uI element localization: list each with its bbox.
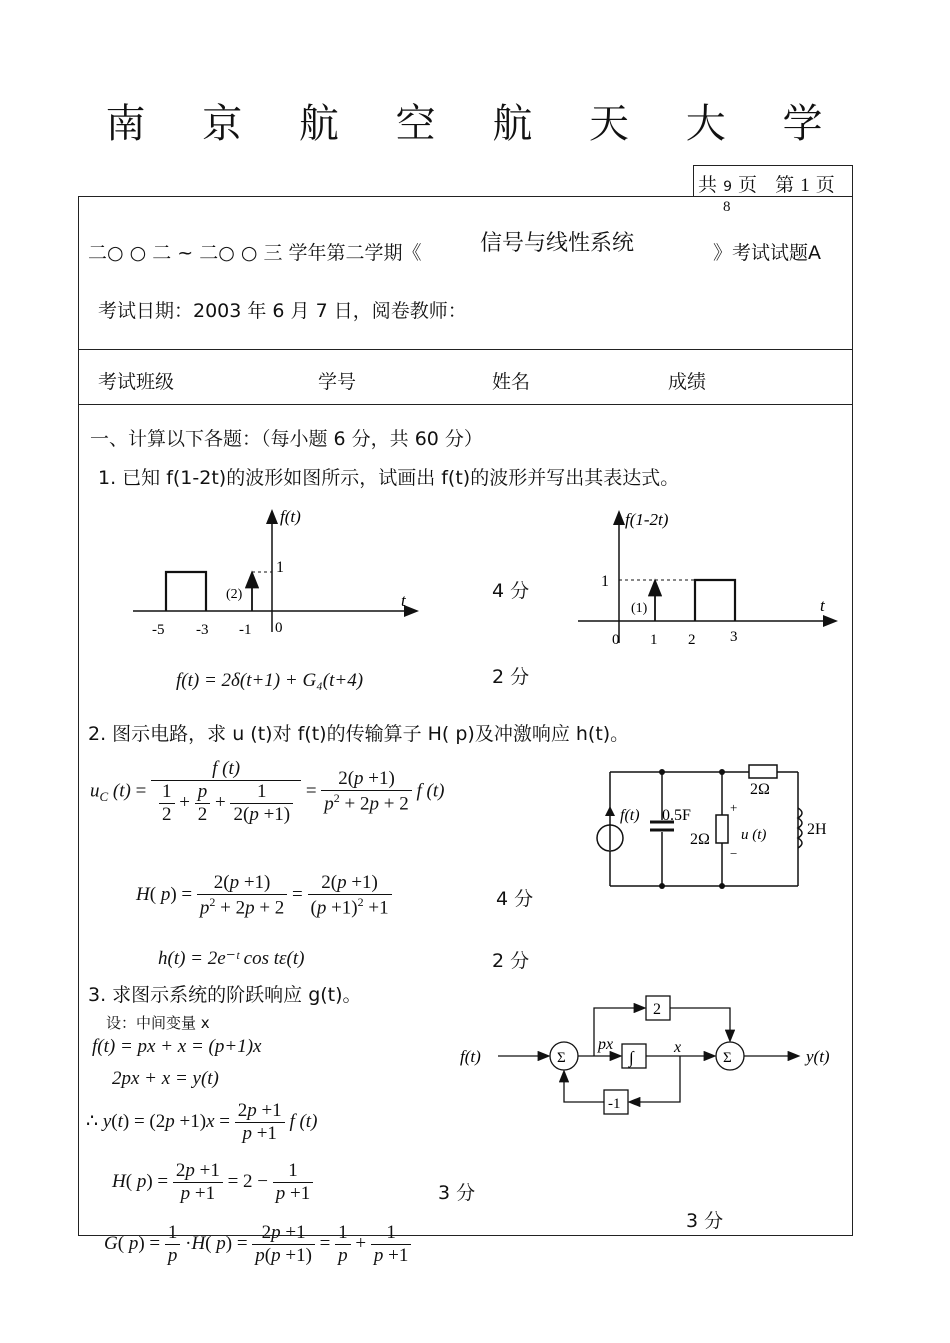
- integrator-label: ∫: [629, 1048, 634, 1067]
- q3-gp-equation: G( p) = $\frac{1}{p}$ ·H( p) = $\frac{2p +1}{p(p +1)}$ = $\frac{1}{p}$ + $\frac{1}{p +1}$: [104, 1222, 411, 1267]
- q3-block-diagram: [458, 992, 843, 1120]
- field-class: 考试班级: [98, 371, 175, 393]
- page-current-suffix: 页: [815, 174, 835, 196]
- q1-right-plot: [575, 505, 845, 650]
- impulse-weight: (1): [631, 601, 648, 616]
- q2-text: 2. 图示电路，求 u (t)对 f(t)的传输算子 H( p)及冲激响应 h(t)。: [88, 723, 630, 745]
- course-name: 信号与线性系统: [480, 231, 635, 256]
- plus-sign: +: [730, 800, 738, 815]
- y-label: f(1-2t): [625, 510, 669, 529]
- source-arrowhead: [605, 806, 615, 816]
- q3-hp-equation: H( p) = $\frac{2p +1}{p +1}$ = 2 − $\frac{1}{p +1}$: [112, 1160, 313, 1205]
- gain-neg1-label: -1: [608, 1096, 621, 1112]
- q2-score-b: 2 分: [492, 950, 530, 972]
- px-label: px: [598, 1036, 614, 1053]
- section-title: 一、计算以下各题：（每小题 6 分，共 60 分）: [90, 428, 483, 450]
- q3-eq2: 2px + x = y(t): [112, 1068, 219, 1089]
- page-current-number: 1: [800, 175, 810, 196]
- q3-score-b: 3 分: [686, 1210, 724, 1232]
- source-label: f(t): [620, 807, 640, 824]
- exam-date: 考试日期：2003 年 6 月 7 日，阅卷教师：: [98, 300, 467, 322]
- university-title: 南 京 航 空 航 天 大 学: [105, 101, 845, 147]
- page-total-suffix: 页: [738, 174, 758, 196]
- q2-score-a: 4 分: [496, 888, 534, 910]
- field-name: 姓名: [492, 371, 531, 393]
- q1-score-b: 2 分: [492, 666, 530, 688]
- q2-circuit: [592, 760, 827, 895]
- field-score: 成绩: [668, 371, 707, 393]
- gate-pulse: [695, 580, 735, 621]
- page-extra-mark: 8: [723, 199, 731, 215]
- page-total-number: 9: [723, 179, 732, 195]
- exam-title: 》考试试题A: [713, 242, 821, 264]
- tick-label: -5: [152, 622, 165, 638]
- page-current-prefix: 第: [775, 174, 795, 196]
- r2-label: 2Ω: [750, 781, 770, 798]
- divider-fields: [78, 404, 853, 405]
- cap-label: 0.5F: [662, 807, 691, 824]
- page-total-label: [698, 170, 835, 197]
- x-label: t: [401, 591, 406, 610]
- q2-ht: h(t) = 2e⁻ᵗ cos tε(t): [158, 948, 305, 969]
- u-label: u (t): [741, 827, 767, 843]
- tick-label: 0: [612, 632, 620, 648]
- y-label: f(t): [280, 507, 301, 526]
- tick-label: 3: [730, 629, 738, 645]
- q1-text: 1. 已知 f(1-2t)的波形如图所示，试画出 f(t)的波形并写出其表达式。: [98, 467, 680, 489]
- minus-sign: −: [730, 846, 738, 861]
- tick-label: 1: [650, 632, 658, 648]
- ind-label: 2H: [807, 821, 827, 838]
- x-label: t: [820, 596, 825, 615]
- q2-hp-equation: H( p) = $\frac{2(p +1)}{p^2 + 2p + 2}$ = $\frac{2(p +1)}{(p +1)^2 +1}$: [136, 872, 392, 919]
- level-label: 1: [276, 559, 284, 576]
- q1-answer: f(t) = 2δ(t+1) + G₄(t+4): [176, 670, 364, 691]
- r1-label: 2Ω: [690, 831, 710, 848]
- field-student-id: 学号: [318, 371, 357, 393]
- x-label: x: [674, 1039, 682, 1056]
- sum-2-label: Σ: [723, 1050, 732, 1066]
- gate-pulse: [166, 572, 206, 611]
- sum-1-label: Σ: [557, 1050, 566, 1066]
- q1-score-a: 4 分: [492, 580, 530, 602]
- page-total-prefix: 共: [698, 174, 718, 196]
- tick-label: 2: [688, 632, 696, 648]
- output-label: y(t): [806, 1047, 830, 1066]
- q3-score-a: 3 分: [438, 1182, 476, 1204]
- input-label: f(t): [460, 1047, 481, 1066]
- tick-label: -1: [239, 622, 252, 638]
- q3-setup: 设：中间变量 x: [106, 1014, 210, 1032]
- integrator-block: [622, 1044, 646, 1068]
- q3-yt-equation: ∴ y(t) = (2p +1)x = $\frac{2p +1}{p +1}$ f (t): [86, 1100, 318, 1144]
- year-range: 二○ ○ 二 ~ 二○ ○ 三 学年第二学期《: [88, 242, 422, 264]
- tick-label: -3: [196, 622, 209, 638]
- impulse-weight: (2): [226, 587, 243, 602]
- q3-text: 3. 求图示系统的阶跃响应 g(t)。: [88, 984, 362, 1006]
- resistor: [749, 765, 777, 778]
- gain-2-label: 2: [653, 1001, 661, 1018]
- q1-left-plot: [128, 502, 428, 642]
- q2-uc-equation: $u_C$ (t) = f (t) $\frac{1}{2}$ + $\frac{p}{2}$ + $\frac{1}{2(p +1)}$ = $\frac{2(p +1)}{p^2 + 2p + 2}$ f (t): [90, 758, 445, 825]
- q3-eq1: f(t) = px + x = (p+1)x: [92, 1036, 262, 1057]
- divider-header: [78, 349, 853, 350]
- resistor: [716, 815, 728, 843]
- level-label: 1: [601, 573, 609, 590]
- tick-label: 0: [275, 620, 283, 636]
